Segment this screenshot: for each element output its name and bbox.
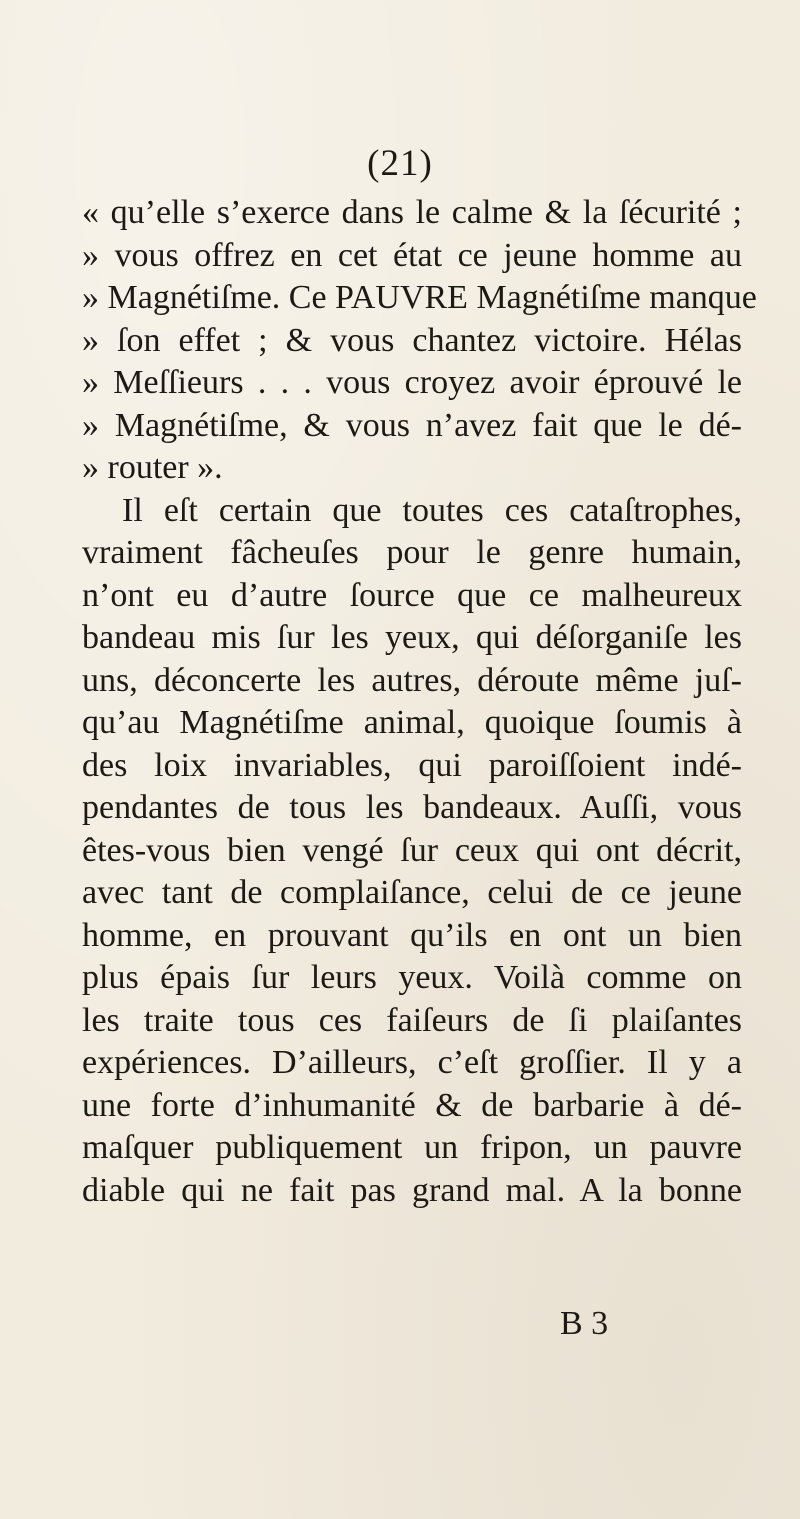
- text-line: diable qui ne fait pas grand mal. A la bonne: [82, 1171, 742, 1209]
- text-line: des loix invariables, qui paroiſſoient indé-: [82, 746, 742, 784]
- text-line: les traite tous ces faiſeurs de ſi plaiſantes: [82, 1001, 742, 1039]
- text-line: » Magnétiſme, & vous n’avez fait que le dé-: [82, 406, 742, 444]
- text-line: qu’au Magnétiſme animal, quoique ſoumis à: [82, 704, 742, 741]
- text-line: expériences. D’ailleurs, c’eſt groſſier. Il y a: [82, 1044, 742, 1081]
- text-line: « qu’elle s’exerce dans le calme & la ſécurité ;: [82, 194, 742, 231]
- text-line: avec tant de complaiſance, celui de ce jeune: [82, 874, 742, 911]
- text-line: n’ont eu d’autre ſource que ce malheureux: [82, 576, 742, 614]
- text-line: uns, déconcerte les autres, déroute même juſ-: [82, 661, 742, 699]
- body-text: [82, 192, 757, 1212]
- text-line: êtes-vous bien vengé ſur ceux qui ont décrit,: [82, 831, 742, 869]
- text-line: » vous offrez en cet état ce jeune homme au: [82, 236, 742, 274]
- text-line: bandeau mis ſur les yeux, qui déſorganiſe les: [82, 619, 742, 656]
- signature-mark: B 3: [560, 1305, 609, 1342]
- text-line: vraiment fâcheuſes pour le genre humain,: [82, 534, 742, 571]
- text-line: une forte d’inhumanité & de barbarie à dé-: [82, 1086, 742, 1124]
- text-line: homme, en prouvant qu’ils en ont un bien: [82, 916, 742, 954]
- text-line: Il eſt certain que toutes ces cataſtrophes,: [122, 491, 742, 529]
- text-line: plus épais ſur leurs yeux. Voilà comme on: [82, 959, 742, 996]
- text-line: pendantes de tous les bandeaux. Auſſi, vous: [82, 789, 742, 826]
- text-line: » Magnétiſme. Ce PAUVRE Magnétiſme manque: [82, 279, 757, 316]
- text-line: » Meſſieurs . . . vous croyez avoir éprouvé le: [82, 364, 742, 401]
- text-line: » ſon effet ; & vous chantez victoire. Hélas: [82, 321, 742, 359]
- page-number: (21): [367, 143, 433, 184]
- text-line: maſquer publiquement un fripon, un pauvre: [82, 1129, 742, 1166]
- text-line: » router ».: [82, 449, 223, 486]
